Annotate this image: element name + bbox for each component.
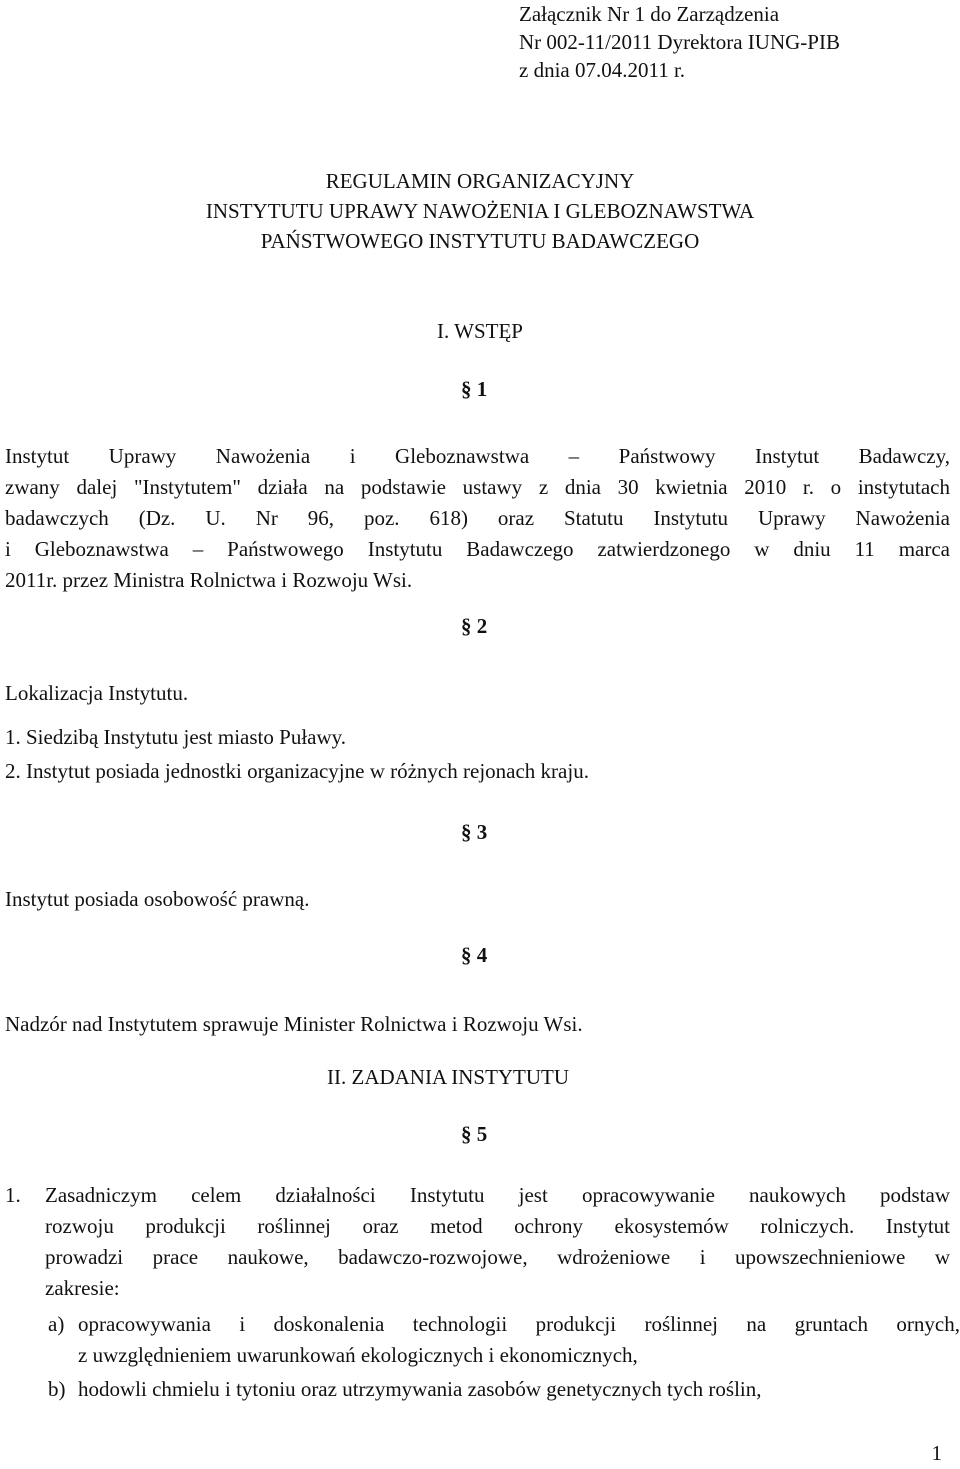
item-1-body: [45, 1180, 950, 1304]
annex-line-2: Nr 002-11/2011 Dyrektora IUNG-PIB: [519, 30, 840, 54]
section-1-line-3: badawczych (Dz. U. Nr 96, poz. 618) oraz Statutu Instytutu Uprawy Nawożenia: [5, 506, 950, 530]
document-title: [0, 166, 960, 256]
subitem-a-line-1: opracowywania i doskonalenia technologii produkcji roślinnej na gruntach ornych,: [78, 1312, 960, 1336]
section-3-text: Instytut posiada osobowość prawną.: [5, 887, 310, 911]
item-1-line-4: zakresie:: [45, 1276, 120, 1300]
section-1-line-1: Instytut Uprawy Nawożenia i Gleboznawstwa – Państwowy Instytut Badawczy,: [5, 444, 950, 468]
item-1-line-2: rozwoju produkcji roślinnej oraz metod ochrony ekosystemów rolniczych. Instytut: [45, 1214, 950, 1238]
subitem-a-label: a): [48, 1312, 65, 1336]
page-number: 1: [931, 1441, 942, 1465]
subitem-a-line-2: z uwzględnieniem uwarunkowań ekologicznych i ekonomicznych,: [78, 1343, 638, 1367]
item-1-line-1: Zasadniczym celem działalności Instytutu jest opracowywanie naukowych podstaw: [45, 1183, 950, 1207]
section-5-mark: § 5: [461, 1122, 488, 1146]
annex-line-1: Załącznik Nr 1 do Zarządzenia: [519, 2, 780, 26]
chapter-2-heading: II. ZADANIA INSTYTUTU: [327, 1065, 570, 1089]
section-2-item-1: 1. Siedzibą Instytutu jest miasto Puławy.: [5, 725, 347, 749]
section-1-text: [5, 441, 950, 596]
subitem-b: [48, 1374, 960, 1405]
section-4-text: Nadzór nad Instytutem sprawuje Minister Rolnictwa i Rozwoju Wsi.: [5, 1012, 583, 1036]
item-number: 1.: [5, 1183, 21, 1207]
section-1-line-5: 2011r. przez Ministra Rolnictwa i Rozwoju Wsi.: [5, 568, 413, 592]
section-1-line-2: zwany dalej "Instytutem" działa na podstawie ustawy z dnia 30 kwietnia 2010 r. o instytutach: [5, 475, 950, 499]
section-1-line-4: i Gleboznawstwa – Państwowego Instytutu Badawczego zatwierdzonego w dniu 11 marca: [5, 537, 950, 561]
section-5-item-1: [5, 1180, 950, 1304]
subitem-a-body: [78, 1309, 960, 1371]
section-1-mark: § 1: [461, 377, 488, 401]
annex-header: [519, 0, 939, 84]
subitem-b-label: b): [48, 1377, 66, 1401]
section-2-mark: § 2: [461, 614, 488, 638]
title-line-3: PAŃSTWOWEGO INSTYTUTU BADAWCZEGO: [260, 229, 700, 253]
section-2-heading: Lokalizacja Instytutu.: [5, 681, 189, 705]
section-2-item-2: 2. Instytut posiada jednostki organizacyjne w różnych rejonach kraju.: [5, 759, 589, 783]
subitem-a: [48, 1309, 960, 1371]
chapter-1-heading: I. WSTĘP: [437, 319, 523, 343]
subitem-b-text: hodowli chmielu i tytoniu oraz utrzymywania zasobów genetycznych tych roślin,: [78, 1377, 762, 1401]
title-line-1: REGULAMIN ORGANIZACYJNY: [325, 169, 635, 193]
section-4-mark: § 4: [461, 943, 488, 967]
title-line-2: INSTYTUTU UPRAWY NAWOŻENIA I GLEBOZNAWSTWA: [205, 199, 755, 223]
annex-line-3: z dnia 07.04.2011 r.: [519, 58, 686, 82]
item-1-line-3: prowadzi prace naukowe, badawczo-rozwojowe, wdrożeniowe i upowszechnieniowe w: [45, 1245, 950, 1269]
section-3-mark: § 3: [461, 820, 488, 844]
